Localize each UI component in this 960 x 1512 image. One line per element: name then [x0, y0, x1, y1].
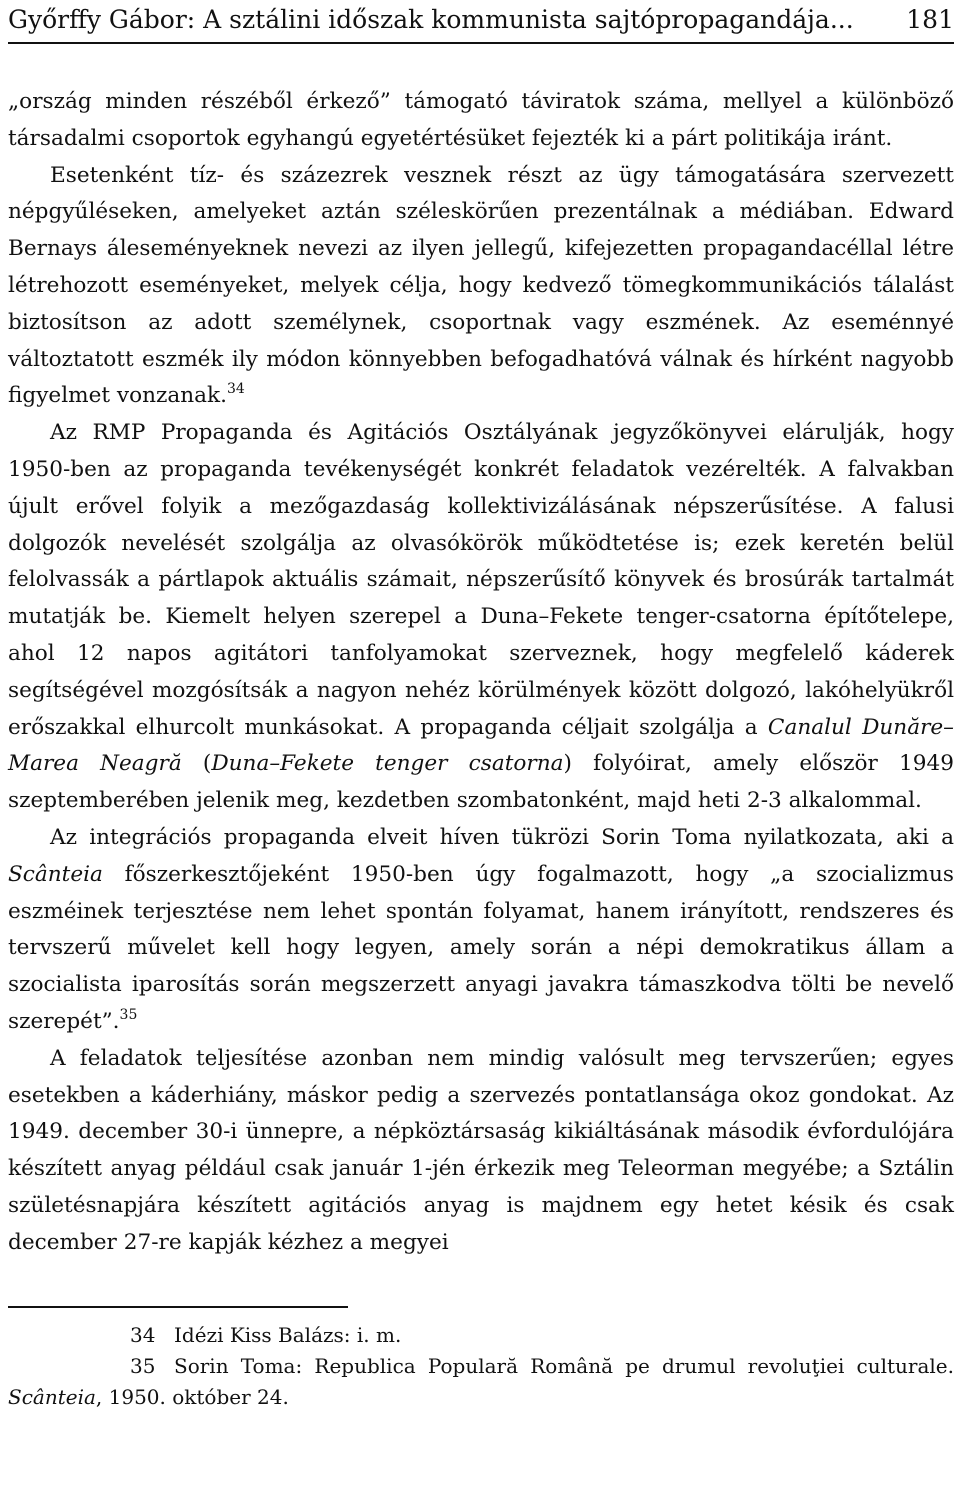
paragraph-3-text-a: Az RMP Propaganda és Agitációs Osztályának jegyzőkönyvei elárulják, hogy 1950-ben az propaganda tevékenységét konkrét feladatok vezérelték. A falvakban újult erővel folyik a mezőgazdaság kollektivizálásának népszerűsítése. A falusi dolgozók nevelését szolgálja az olvasókörök működtetése is; ezek keretén belül felolvassák a pártlapok aktuális számait, népszerűsítő könyvek és brosúrák tartalmát mutatják be. Kiemelt helyen szerepel a Duna–Fekete tenger-csatorna építőtelepe, ahol 12 napos agitátori tanfolyamokat szerveznek, hogy megfelelő káderek segítségével mozgósítsák a nagyon nehéz körülmények között dolgozó, lakóhelyükről erőszakkal elhurcolt munkásokat. A propaganda céljait szolgálja a	[8, 420, 954, 740]
footnote-34	[8, 1320, 954, 1351]
footnote-number: 35	[130, 1353, 156, 1378]
paragraph-3-text-c: ) folyóirat, amely először 1949 szeptemberében jelenik meg, kezdetben szombatonként, majd heti 2-3 alkalommal.	[8, 751, 954, 814]
footnote-number: 34	[130, 1322, 156, 1347]
main-text	[8, 84, 954, 1262]
journal-translation: Duna–Fekete tenger csatorna	[211, 751, 564, 777]
paragraph-4-text-b: főszerkesztőjeként 1950-ben úgy fogalmazott, hogy „a szocializmus eszméinek terjesztése nem lehet spontán folyamat, hanem irányított, rendszeres és tervszerű művelet kell hogy legyen, amely során a népi demokratikus állam a szocialista iparosítás során megszerzett anyagi javakra támaszkodva tölti be nevelő szerepét”.	[8, 861, 954, 1034]
paragraph-3	[8, 415, 954, 820]
footnote-date: , 1950. október 24.	[95, 1384, 289, 1409]
footnote-ref-35[interactable]: 35	[119, 1006, 138, 1023]
newspaper-title: Scânteia	[8, 861, 103, 887]
footnote-source: Scânteia	[8, 1384, 96, 1409]
paragraph-3-text-b: (	[181, 751, 212, 777]
footnote-rule	[8, 1306, 348, 1308]
page-number: 181	[906, 5, 954, 34]
footnote-text: Sorin Toma: Republica Populară Română pe drumul revoluţiei culturale.	[174, 1353, 954, 1378]
footnote-text: Idézi Kiss Balázs: i. m.	[174, 1322, 402, 1347]
footnote-ref-34[interactable]: 34	[227, 381, 245, 398]
paragraph-1: „ország minden részéből érkező” támogató táviratok száma, mellyel a különböző társadalmi csoportok egyhangú egyetértésüket fejezték ki a párt politikája iránt.	[8, 89, 954, 151]
paragraph-2-text: Esetenként tíz- és százezrek vesznek részt az ügy támogatására szervezett népgyűléseken, amelyeket aztán széleskörűen prezentálnak a médiában. Edward Bernays áleseményeknek nevezi az ilyen jellegű, kifejezetten propagandacéllal létre létrehozott eseményeket, melyek célja, hogy kedvező tömegkommunikációs tálalást biztosítson az adott személynek, csoportnak vagy eszmének. Az eseménnyé változtatott eszmék ily módon könnyebben befogadhatóvá válnak és hírként nagyobb figyelmet vonzanak.	[8, 162, 954, 409]
footnotes	[8, 1320, 954, 1413]
running-head-title: Győrffy Gábor: A sztálini időszak kommunista sajtópropagandája...	[8, 5, 854, 34]
paragraph-2	[8, 158, 954, 416]
journal-title: Canalul Dunăre–Marea Neagră	[8, 714, 954, 777]
header-rule	[8, 42, 954, 44]
footnote-35	[8, 1351, 954, 1413]
paragraph-5: A feladatok teljesítése azonban nem mindig valósult meg tervszerűen; egyes esetekben a káderhiány, máskor pedig a szervezés pontatlansága okoz gondokat. Az 1949. december 30-i ünnepre, a népköztársaság kikiáltásának második évfordulójára készített anyag például csak január 1-jén érkezik meg Teleorman megyébe; a Sztálin születésnapjára készített agitációs anyag is majdnem egy hetet késik és csak december 27-re kapják kézhez a megyei	[8, 1045, 954, 1255]
paragraph-4	[8, 820, 954, 1041]
paragraph-4-text-a: Az integrációs propaganda elveit híven tükrözi Sorin Toma nyilatkozata, aki a	[50, 824, 954, 850]
running-head	[8, 0, 954, 42]
